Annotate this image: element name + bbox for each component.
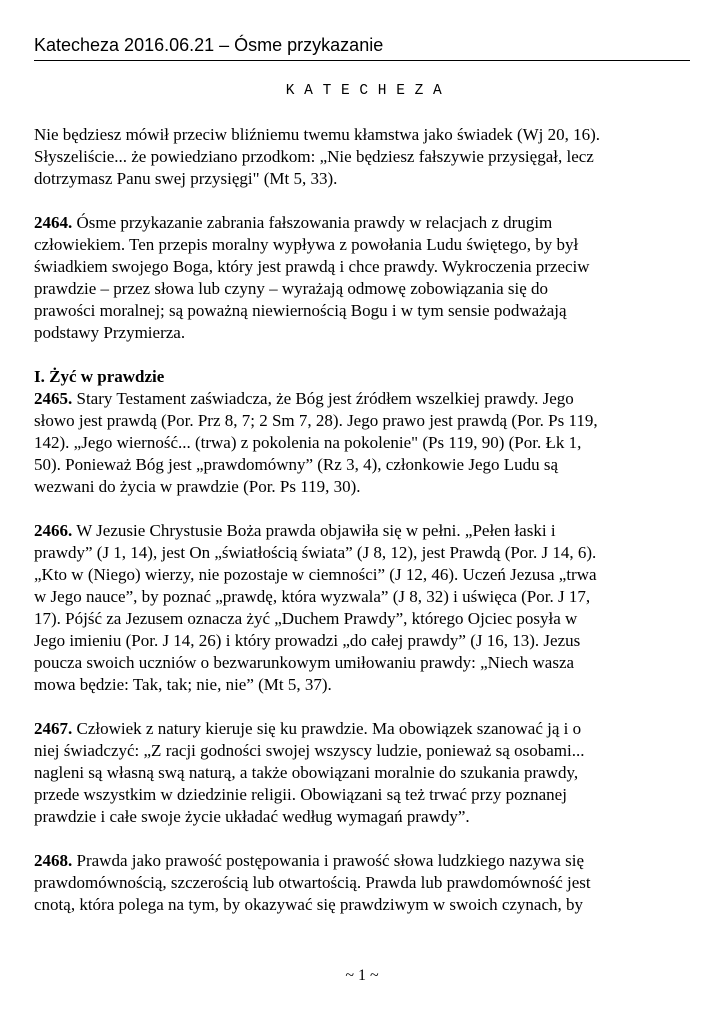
text-line: w Jego nauce”, by poznać „prawdę, która wyzwala” (J 8, 32) i uświęca (Por. J 17, [34,587,591,606]
text-line: Nie będziesz mówił przeciw bliźniemu twemu kłamstwa jako świadek (Wj 20, 16). [34,125,601,144]
text-line: „Kto w (Niego) wierzy, nie pozostaje w ciemności” (J 12, 46). Uczeń Jezusa „trwa [34,565,597,584]
paragraph-text: Ósme przykazanie zabrania fałszowania prawdy w relacjach z drugim [72,213,553,232]
intro-paragraph [34,124,694,190]
paragraph-2464 [34,212,694,344]
text-line: poucza swoich uczniów o bezwarunkowym umiłowaniu prawdy: „Niech wasza [34,653,575,672]
page-footer [0,966,724,986]
text-line: mowa będzie: Tak, tak; nie, nie” (Mt 5, 37). [34,675,332,694]
paragraph-2466 [34,520,694,696]
text-line: wezwani do życia w prawdzie (Por. Ps 119, 30). [34,477,361,496]
text-line: prawdzie – przez słowa lub czyny – wyrażają odmowę zobowiązania się do [34,279,549,298]
paragraph-text: Stary Testament zaświadcza, że Bóg jest źródłem wszelkiej prawdy. Jego [72,389,574,408]
text-line: 50). Ponieważ Bóg jest „prawdomówny” (Rz 3, 4), członkowie Jego Ludu są [34,455,559,474]
paragraph-number: 2467. [34,719,73,738]
header-title: Katecheza 2016.06.21 – Ósme przykazanie [34,35,384,55]
paragraph-number: 2464. [34,213,73,232]
paragraph-text: Prawda jako prawość postępowania i prawość słowa ludzkiego nazywa się [72,851,584,870]
spacer [34,102,694,124]
spacer [34,696,694,718]
paragraph-number: 2468. [34,851,73,870]
text-line: 142). „Jego wierność... (trwa) z pokolenia na pokolenie" (Ps 119, 90) (Por. Łk 1, [34,433,582,452]
text-line: świadkiem swojego Boga, który jest prawdą i chce prawdy. Wykroczenia przeciw [34,257,590,276]
page-header [34,34,690,61]
text-line: cnotą, która polega na tym, by okazywać się prawdziwym w swoich czynach, by [34,895,584,914]
text-line [34,850,694,872]
text-line: prawdomównością, szczerością lub otwartością. Prawda lub prawdomówność jest [34,873,591,892]
paragraph-2465 [34,366,694,498]
text-line: nagleni są własną swą naturą, a także obowiązani moralnie do szukania prawdy, [34,763,579,782]
text-line: niej świadczyć: „Z racji godności swojej wszyscy ludzie, ponieważ są osobami... [34,741,585,760]
text-line: prawdzie i całe swoje życie układać według wymagań prawdy”. [34,807,470,826]
spacer [34,190,694,212]
paragraph-2468 [34,850,694,916]
text-line: 17). Pójść za Jezusem oznacza żyć „Duchem Prawdy”, którego Ojciec posyła w [34,609,578,628]
text-line: dotrzymasz Panu swej przysięgi" (Mt 5, 33). [34,169,338,188]
page-number: ~ 1 ~ [345,967,379,984]
text-line [34,388,694,410]
text-line: człowiekiem. Ten przepis moralny wypływa z powołania Ludu świętego, by był [34,235,579,254]
text-line [34,520,694,542]
text-line: Jego imieniu (Por. J 14, 26) i który prowadzi „do całej prawdy” (J 16, 13). Jezus [34,631,581,650]
spacer [34,344,694,366]
paragraph-text: Człowiek z natury kieruje się ku prawdzie. Ma obowiązek szanować ją i o [72,719,582,738]
document-body [34,80,694,916]
text-line: podstawy Przymierza. [34,323,186,342]
text-line [34,212,694,234]
paragraph-number: 2465. [34,389,73,408]
text-line: przede wszystkim w dziedzinie religii. Obowiązani są też trwać przy poznanej [34,785,567,804]
text-line: Słyszeliście... że powiedziano przodkom: „Nie będziesz fałszywie przysięgał, lecz [34,147,594,166]
text-line: prawdy” (J 1, 14), jest On „światłością świata” (J 8, 12), jest Prawdą (Por. J 14, 6). [34,543,597,562]
text-line: słowo jest prawdą (Por. Prz 8, 7; 2 Sm 7, 28). Jego prawo jest prawdą (Por. Ps 119, [34,411,598,430]
paragraph-number: 2466. [34,521,73,540]
section-heading: I. Żyć w prawdzie [34,367,165,386]
paragraph-2467 [34,718,694,828]
text-line [34,718,694,740]
spacer [34,498,694,520]
section-title: K A T E C H E Z A [285,83,443,99]
text-line: prawości moralnej; są poważną niewiernością Bogu i w tym sensie podważają [34,301,567,320]
paragraph-text: W Jezusie Chrystusie Boża prawda objawiła się w pełni. „Pełen łaski i [72,521,556,540]
spacer [34,828,694,850]
